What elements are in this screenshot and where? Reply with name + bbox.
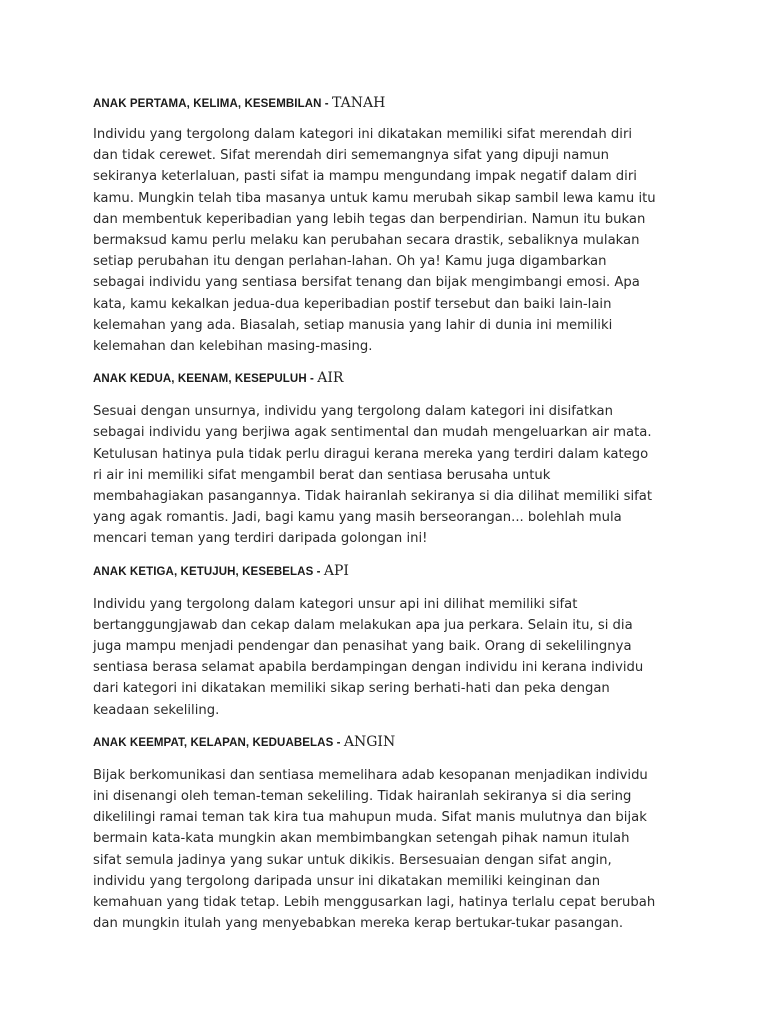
paragraph-line: kamu. Mungkin telah tiba masanya untuk kamu merubah sikap sambil lewa kamu itu xyxy=(93,190,656,206)
paragraph-line: Individu yang tergolong dalam kategori ini dikatakan memiliki sifat merendah diri xyxy=(93,127,633,142)
paragraph-line: kemahuan yang tidak tetap. Lebih menggusarkan lagi, hatinya terlalu cepat berubah xyxy=(93,895,656,911)
paragraph-line: sebagai individu yang berjiwa agak sentimental dan mudah mengeluarkan air mata. xyxy=(93,425,652,441)
paragraph-line: bermain kata-kata mungkin akan membimbangkan setengah pihak namun itulah xyxy=(93,831,630,847)
paragraph-line: dan mungkin itulah yang menyebabkan mereka kerap bertukar-tukar pasangan. xyxy=(93,916,624,932)
paragraph-line: juga mampu menjadi pendengar dan penasihat yang baik. Orang di sekelilingnya xyxy=(93,639,632,655)
paragraph-line: kelemahan dan kelebihan masing-masing. xyxy=(93,339,373,355)
heading-dash: - xyxy=(333,736,344,749)
section-paragraph-tanah xyxy=(93,124,693,357)
paragraph-line: sentiasa berasa selamat apabila berdampingan dengan individu ini kerana individu xyxy=(93,660,644,676)
heading-element-name: ANGIN xyxy=(343,733,396,750)
paragraph-line: Sesuai dengan unsurnya, individu yang tergolong dalam kategori ini disifatkan xyxy=(93,404,613,420)
paragraph-line: dan tidak cerewet. Sifat merendah diri sememangnya sifat yang dipuji namun xyxy=(93,148,609,164)
heading-title: ANAK KEDUA, KEENAM, KESEPULUH xyxy=(93,373,307,386)
paragraph-line: Individu yang tergolong dalam kategori unsur api ini dilihat memiliki sifat xyxy=(93,596,578,612)
section-heading-tanah xyxy=(93,90,693,116)
paragraph-line: individu yang tergolong daripada unsur ini dikatakan memiliki keinginan dan xyxy=(93,873,601,889)
paragraph-line: yang agak romantis. Jadi, bagi kamu yang masih berseorangan... bolehlah mula xyxy=(93,510,622,526)
paragraph-line: sebagai individu yang sentiasa bersifat tenang dan bijak mengimbangi emosi. Apa xyxy=(93,275,640,291)
section-paragraph-air xyxy=(93,401,693,549)
document-page xyxy=(93,90,693,935)
paragraph-line: sifat semula jadinya yang sukar untuk dikikis. Bersesuaian dengan sifat angin, xyxy=(93,852,612,868)
section-paragraph-angin xyxy=(93,765,693,935)
paragraph-line: setiap perubahan itu dengan perlahan-lahan. Oh ya! Kamu juga digambarkan xyxy=(93,254,607,270)
section-heading-api xyxy=(93,558,693,584)
paragraph-line: kata, kamu kekalkan jedua-dua keperibadian postif tersebut dan baiki lain-lain xyxy=(93,296,612,312)
paragraph-line: dikelilingi ramai teman tak kira tua mahupun muda. Sifat manis mulutnya dan bijak xyxy=(93,810,647,826)
heading-element-name: AIR xyxy=(317,370,344,387)
heading-dash: - xyxy=(313,565,324,578)
heading-dash: - xyxy=(321,98,333,110)
paragraph-line: bertanggungjawab dan cekap dalam melakukan apa jua perkara. Selain itu, si dia xyxy=(93,617,633,633)
paragraph-line: Ketulusan hatinya pula tidak perlu diragui kerana mereka yang terdiri dalam katego xyxy=(93,446,649,462)
heading-title: ANAK PERTAMA, KELIMA, KESEMBILAN xyxy=(93,98,322,110)
paragraph-line: bermaksud kamu perlu melaku kan perubahan secara drastik, sebaliknya mulakan xyxy=(93,233,640,249)
heading-element-name: TANAH xyxy=(332,95,386,111)
paragraph-line: dan membentuk keperibadian yang lebih tegas dan berpendirian. Namun itu bukan xyxy=(93,211,646,227)
heading-dash: - xyxy=(306,373,318,386)
section-heading-air xyxy=(93,365,693,391)
paragraph-line: sekiranya keterlaluan, pasti sifat ia mampu mengundang impak negatif dalam diri xyxy=(93,169,637,185)
paragraph-line: membahagiakan pasangannya. Tidak hairanlah sekiranya si dia dilihat memiliki sifat xyxy=(93,489,653,505)
paragraph-line: mencari teman yang terdiri daripada golongan ini! xyxy=(93,531,428,547)
heading-title: ANAK KEEMPAT, KELAPAN, KEDUABELAS xyxy=(93,736,334,749)
paragraph-line: kelemahan yang ada. Biasalah, setiap manusia yang lahir di dunia ini memiliki xyxy=(93,317,613,333)
paragraph-line: dari kategori ini dikatakan memiliki sikap sering berhati-hati dan peka dengan xyxy=(93,681,610,697)
section-paragraph-api xyxy=(93,594,693,721)
paragraph-line: ini disenangi oleh teman-teman sekeliling. Tidak hairanlah sekiranya si dia sering xyxy=(93,789,632,805)
paragraph-line: keadaan sekeliling. xyxy=(93,702,220,718)
heading-element-name: API xyxy=(323,562,349,579)
paragraph-line: ri air ini memiliki sifat mengambil berat dan sentiasa berusaha untuk xyxy=(93,467,551,483)
heading-title: ANAK KETIGA, KETUJUH, KESEBELAS xyxy=(93,565,314,578)
section-heading-angin xyxy=(93,729,693,755)
paragraph-line: Bijak berkomunikasi dan sentiasa memelihara adab kesopanan menjadikan individu xyxy=(93,767,648,783)
